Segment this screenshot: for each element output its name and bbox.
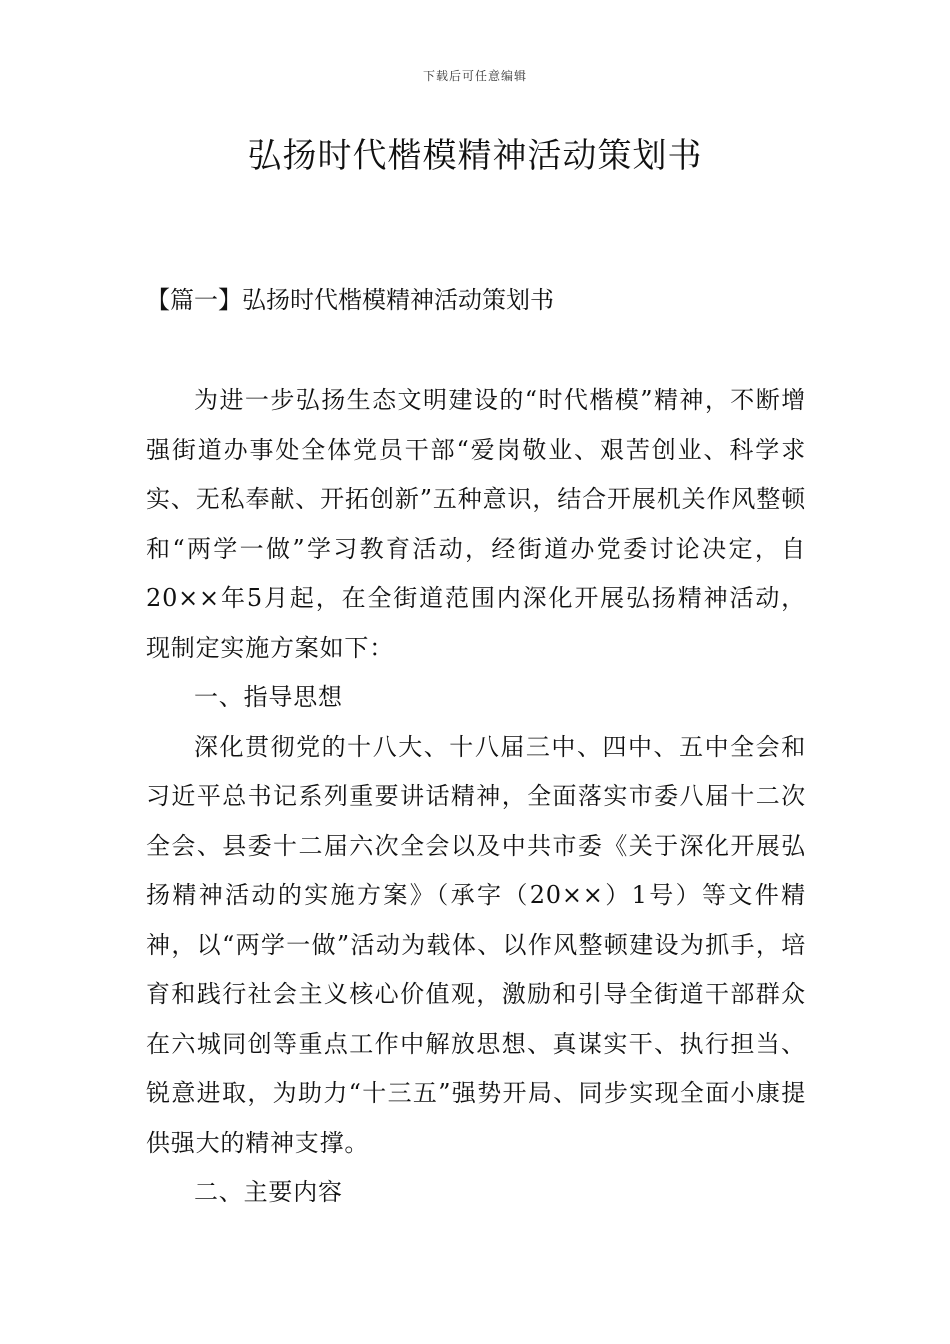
intro-paragraph: 为进一步弘扬生态文明建设的“时代楷模”精神，不断增强街道办事处全体党员干部“爱岗敬业、艰苦创业、科学求实、无私奉献、开拓创新”五种意识，结合开展机关作风整顿和“两学一做”学习教育活动，经街道办党委讨论决定，自20××年5月起，在全街道范围内深化开展弘扬精神活动，现制定实施方案如下： bbox=[146, 386, 806, 662]
document-body bbox=[146, 376, 806, 1218]
page-header-note: 下载后可任意编辑 bbox=[422, 69, 527, 83]
guiding-ideology-paragraph: 深化贯彻党的十八大、十八届三中、四中、五中全会和习近平总书记系列重要讲话精神，全面落实市委八届十二次全会、县委十二届六次全会以及中共市委《关于深化开展弘扬精神活动的实施方案》（承字（20××）1号）等文件精神，以“两学一做”活动为载体、以作风整顿建设为抓手，培育和践行社会主义核心价值观，激励和引导全街道干部群众在六城同创等重点工作中解放思想、真谋实干、执行担当、锐意进取，为助力“十三五”强势开局、同步实现全面小康提供强大的精神支撑。 bbox=[146, 732, 806, 1157]
heading-guiding-ideology: 一、指导思想 bbox=[194, 683, 343, 711]
section-heading: 【篇一】弘扬时代楷模精神活动策划书 bbox=[146, 286, 554, 314]
document-title: 弘扬时代楷模精神活动策划书 bbox=[247, 136, 703, 176]
heading-main-content: 二、主要内容 bbox=[194, 1178, 343, 1206]
